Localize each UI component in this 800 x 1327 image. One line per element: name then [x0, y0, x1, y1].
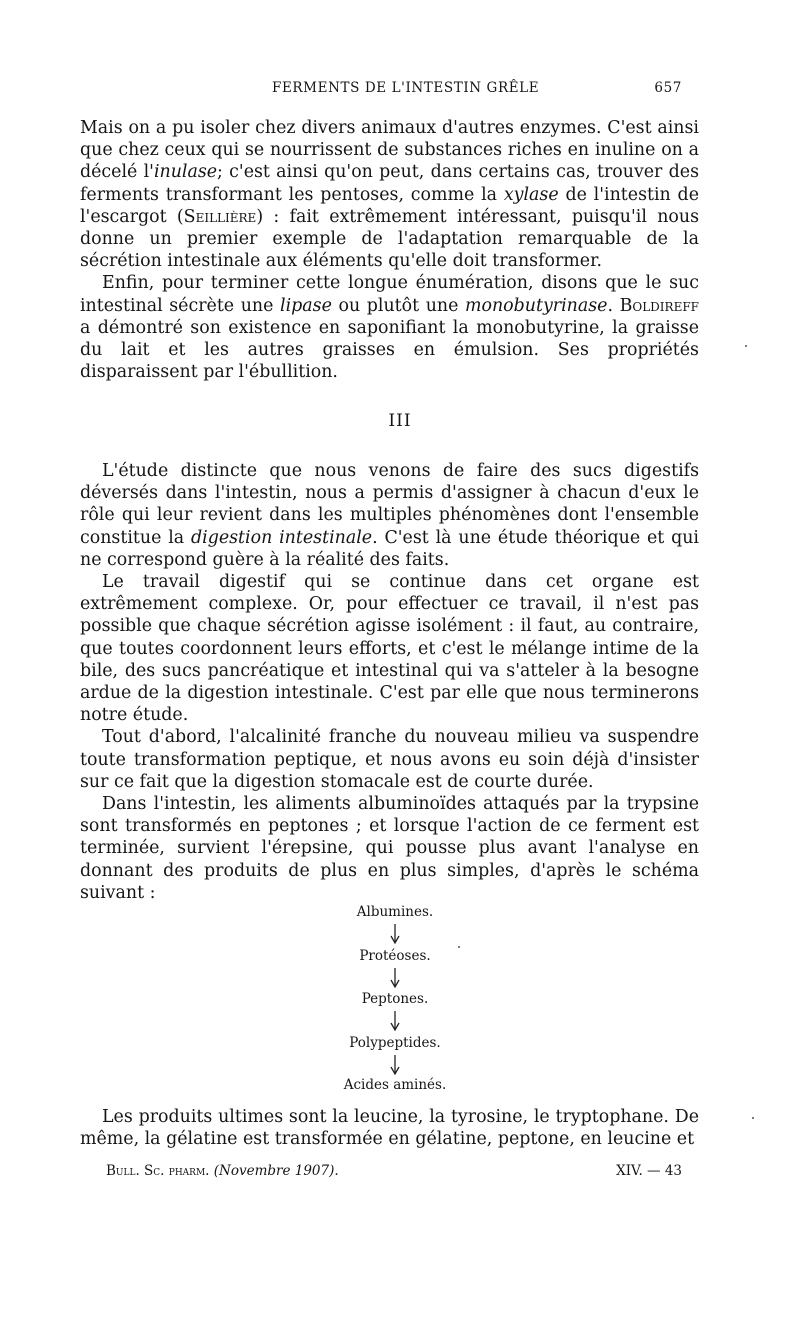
text-run: Dans l'intestin, les aliments albuminoïdes attaqués par la trypsine sont transformés en peptones ; et lorsque l'action de ce ferment est terminée, survient l'érepsine, qui pousse plus avant l'analyse en donnant des produits de plus en plus simples, d'après le schéma suivant :	[80, 794, 699, 903]
text-run: de l'intestin de l'escargot (	[80, 184, 699, 227]
text-run: ) : fait extrêmement intéressant, puisqu'il nous donne un premier exemple de l'adaptation remarquable de la sécrétion intestinale aux éléments qu'elle doit transformer.	[80, 206, 699, 272]
text-block-bottom	[80, 1106, 699, 1150]
header-title: FERMENTS DE L'INTESTIN GRÊLE	[272, 80, 540, 96]
text-block-top	[80, 117, 699, 383]
schema-step: Albumines.	[356, 904, 434, 920]
italic-term: digestion intestinale	[191, 527, 373, 548]
text-run: ; c'est ainsi qu'on peut, dans certains cas, trouver des ferments transformant les pentoses, comme la	[80, 162, 699, 205]
reaction-schema	[300, 904, 490, 1094]
speck	[458, 946, 460, 948]
schema-step: Peptones.	[361, 991, 429, 1007]
text-run: Le travail digestif qui se continue dans cet organe est extrêmement complexe. Or, pour effectuer ce travail, il n'est pas possible que chaque sécrétion agisse isolément : il faut, au contraire, que toutes coordonnent leurs efforts, et c'est le mélange intime de la bile, des sucs pancréatique et intestinal qui va s'atteler à la besogne ardue de la digestion intestinale. C'est par elle que nous terminerons notre étude.	[80, 572, 699, 726]
paragraph	[80, 726, 699, 793]
text-run: L'étude distincte que nous venons de faire des sucs digestifs déversés dans l'intestin, nous a permis d'assigner à chacun d'eux le rôle qui leur revient dans les multiples phénomènes dont l'ensemble constitue la	[80, 461, 699, 548]
running-header	[272, 80, 682, 100]
page-number: 657	[654, 80, 682, 96]
text-run: .	[607, 295, 620, 316]
text-run: a démontré son existence en saponifiant la monobutyrine, la graisse du lait et les autres graisses en émulsion. Ses propriétés disparaissent par l'ébullition.	[80, 317, 699, 383]
italic-term: inulase	[153, 162, 218, 183]
journal-name: Bull. Sc. pharm.	[106, 1163, 210, 1179]
speck	[752, 1117, 754, 1119]
publication-date: (Novembre 1907).	[213, 1163, 339, 1179]
text-run: Tout d'abord, l'alcalinité franche du nouveau milieu va suspendre toute transformation peptique, et nous avons eu soin déjà d'insister sur ce fait que la digestion stomacale est de courte durée.	[80, 727, 699, 792]
text-run: ou plutôt une	[331, 295, 466, 316]
text-run: . C'est là une étude théorique et qui ne correspond guère à la réalité des faits.	[80, 527, 699, 570]
down-arrow-icon	[388, 1054, 402, 1076]
author-name: Seillière	[183, 206, 257, 227]
page-footer	[106, 1163, 682, 1183]
italic-term: xylase	[503, 184, 559, 205]
section-heading: III	[388, 411, 412, 431]
paragraph	[80, 571, 699, 726]
down-arrow-icon	[388, 967, 402, 989]
paragraph	[80, 460, 699, 571]
journal-reference	[106, 1163, 339, 1179]
author-name: Boldireff	[619, 295, 699, 316]
schema-step: Polypeptides.	[349, 1035, 441, 1051]
text-run: Enfin, pour terminer cette longue énumération, disons que le suc intestinal sécrète une	[80, 273, 699, 316]
down-arrow-icon	[388, 1010, 402, 1032]
paragraph	[80, 117, 699, 272]
text-block-middle	[80, 460, 699, 904]
schema-step: Protéoses.	[359, 948, 431, 964]
text-run: Mais on a pu isoler chez divers animaux d'autres enzymes. C'est ainsi que chez ceux qui se nourrissent de substances riches en inuline on a décelé l'	[80, 118, 699, 183]
text-run: Les produits ultimes sont la leucine, la tyrosine, le tryptophane. De même, la gélatine est transformée en gélatine, peptone, en leucine et	[80, 1107, 699, 1150]
schema-step: Acides aminés.	[343, 1077, 447, 1093]
paragraph	[80, 793, 699, 904]
paragraph	[80, 1106, 699, 1150]
sheet-signature: XIV. — 43	[616, 1163, 682, 1179]
speck	[745, 345, 747, 347]
paragraph	[80, 272, 699, 383]
down-arrow-icon	[388, 923, 402, 945]
italic-term: lipase	[280, 295, 332, 316]
italic-term: monobutyrinase	[465, 295, 608, 316]
